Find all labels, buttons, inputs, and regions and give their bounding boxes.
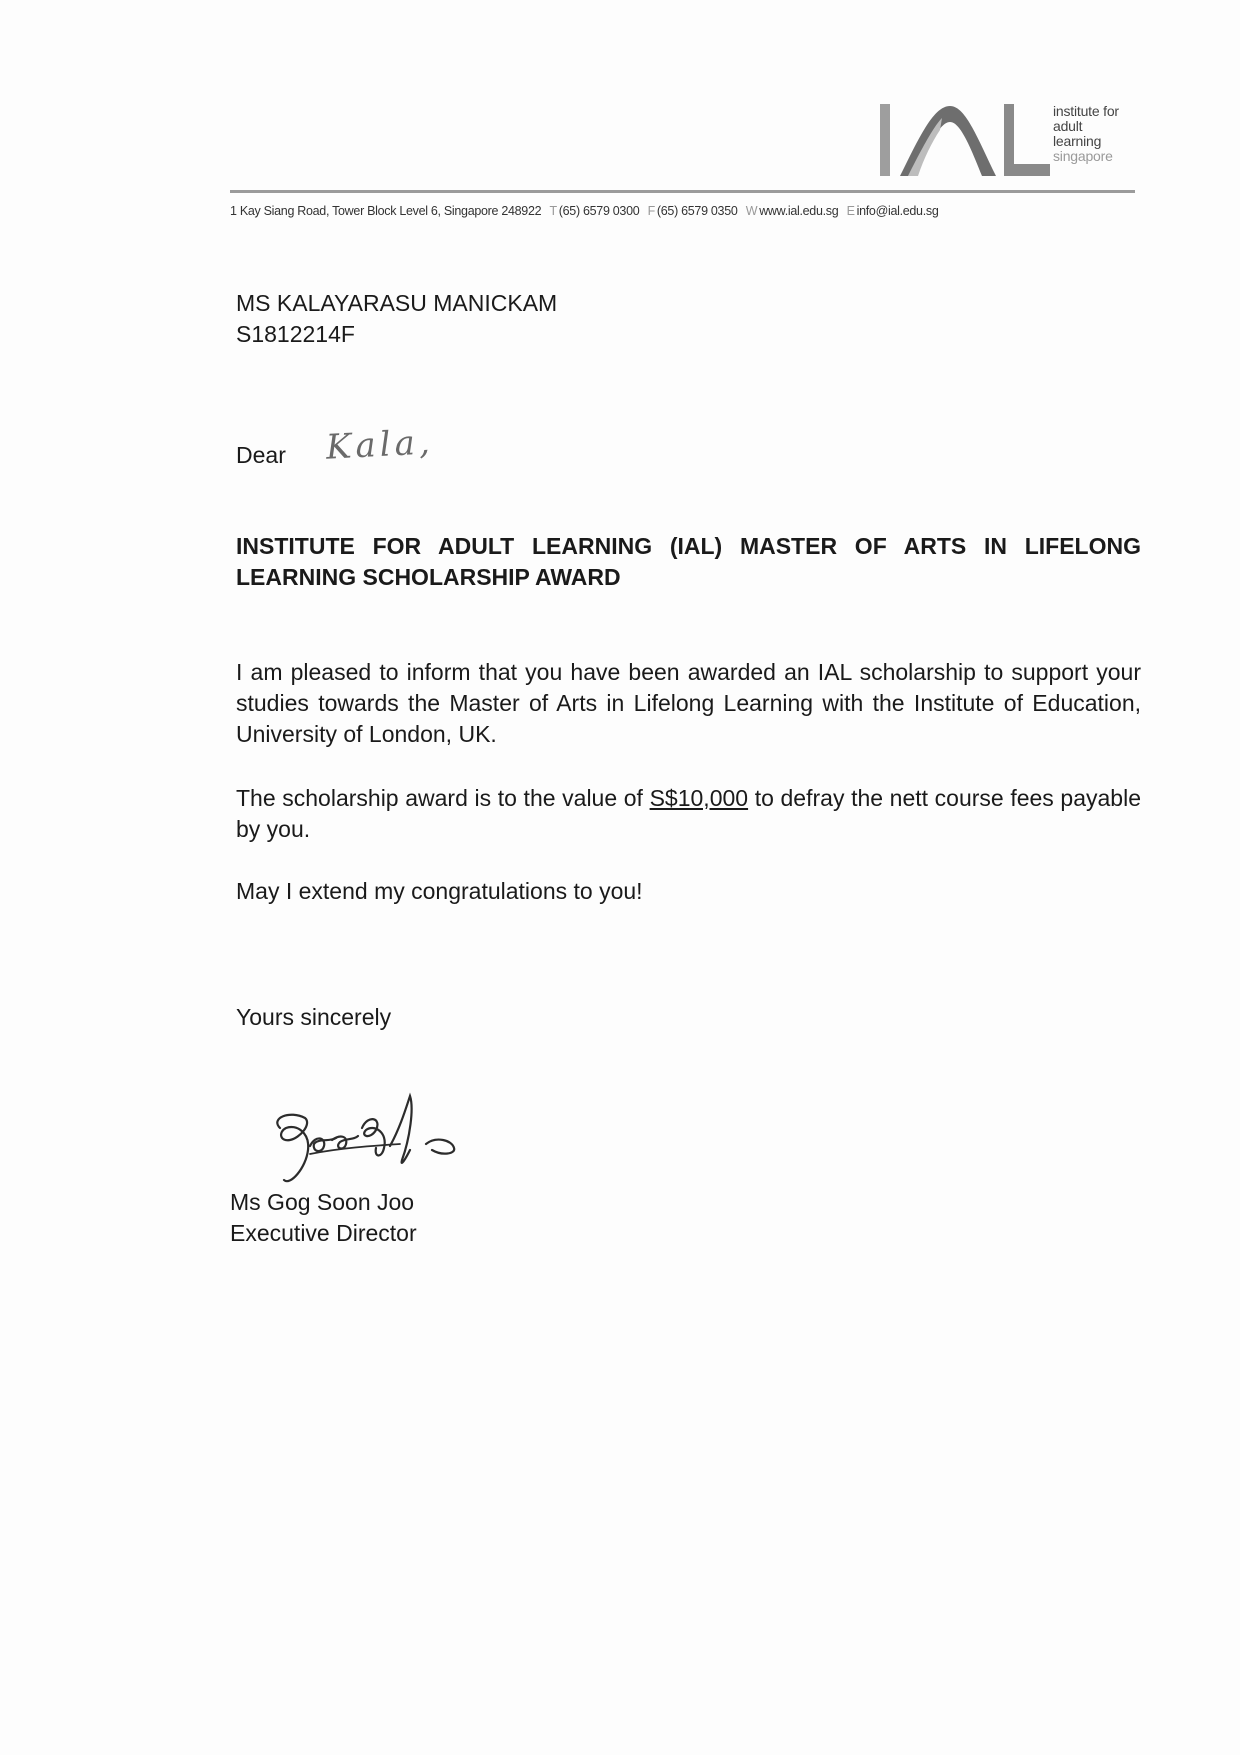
- tagline-line-4: singapore: [1053, 148, 1113, 164]
- fax-number: (65) 6579 0350: [656, 204, 738, 218]
- fax-label: F: [647, 204, 655, 218]
- phone-number: (65) 6579 0300: [558, 204, 640, 218]
- body-paragraph-3: May I extend my congratulations to you!: [236, 878, 643, 904]
- salutation: Dear: [236, 442, 286, 468]
- recipient-block: [236, 288, 557, 350]
- web-label: W: [745, 204, 758, 218]
- logo-tagline: [1053, 104, 1119, 164]
- phone-label: T: [549, 204, 557, 218]
- recipient-id: S1812214F: [236, 321, 355, 347]
- body-paragraph-2: [236, 783, 1141, 845]
- award-amount: S$10,000: [649, 785, 749, 811]
- body-paragraph-1: I am pleased to inform that you have been awarded an IAL scholarship to support your studies towards the Master of Arts in Lifelong Learning with the Institute of Education, University of London, UK.: [236, 659, 1141, 747]
- para2-text-before: The scholarship award is to the value of: [236, 785, 650, 811]
- signatory-name: Ms Gog Soon Joo: [230, 1189, 415, 1215]
- signatory-title: Executive Director: [230, 1220, 417, 1246]
- tagline-line-2: adult: [1053, 118, 1083, 134]
- closing-phrase: Yours sincerely: [236, 1004, 392, 1030]
- letter-subject: INSTITUTE FOR ADULT LEARNING (IAL) MASTER OF ARTS IN LIFELONG LEARNING SCHOLARSHIP AWARD: [236, 533, 1141, 590]
- website-link[interactable]: www.ial.edu.sg: [759, 204, 839, 218]
- letterhead-contact-line: [230, 204, 1140, 218]
- recipient-name: MS KALAYARASU MANICKAM: [236, 290, 558, 316]
- signatory-block: [230, 1187, 417, 1249]
- para2-text-after: to defray the nett course fees payable by you.: [236, 785, 1142, 842]
- email-link[interactable]: info@ial.edu.sg: [856, 204, 939, 218]
- tagline-line-3: learning: [1053, 133, 1102, 149]
- tagline-line-1: institute for: [1053, 103, 1119, 119]
- letterhead-divider: [230, 190, 1135, 193]
- ial-logo: [878, 100, 1128, 180]
- address-text: 1 Kay Siang Road, Tower Block Level 6, Singapore 248922: [230, 204, 542, 218]
- email-label: E: [846, 204, 855, 218]
- handwritten-recipient-name: Kala,: [325, 422, 435, 468]
- ial-logo-icon: [878, 100, 1053, 180]
